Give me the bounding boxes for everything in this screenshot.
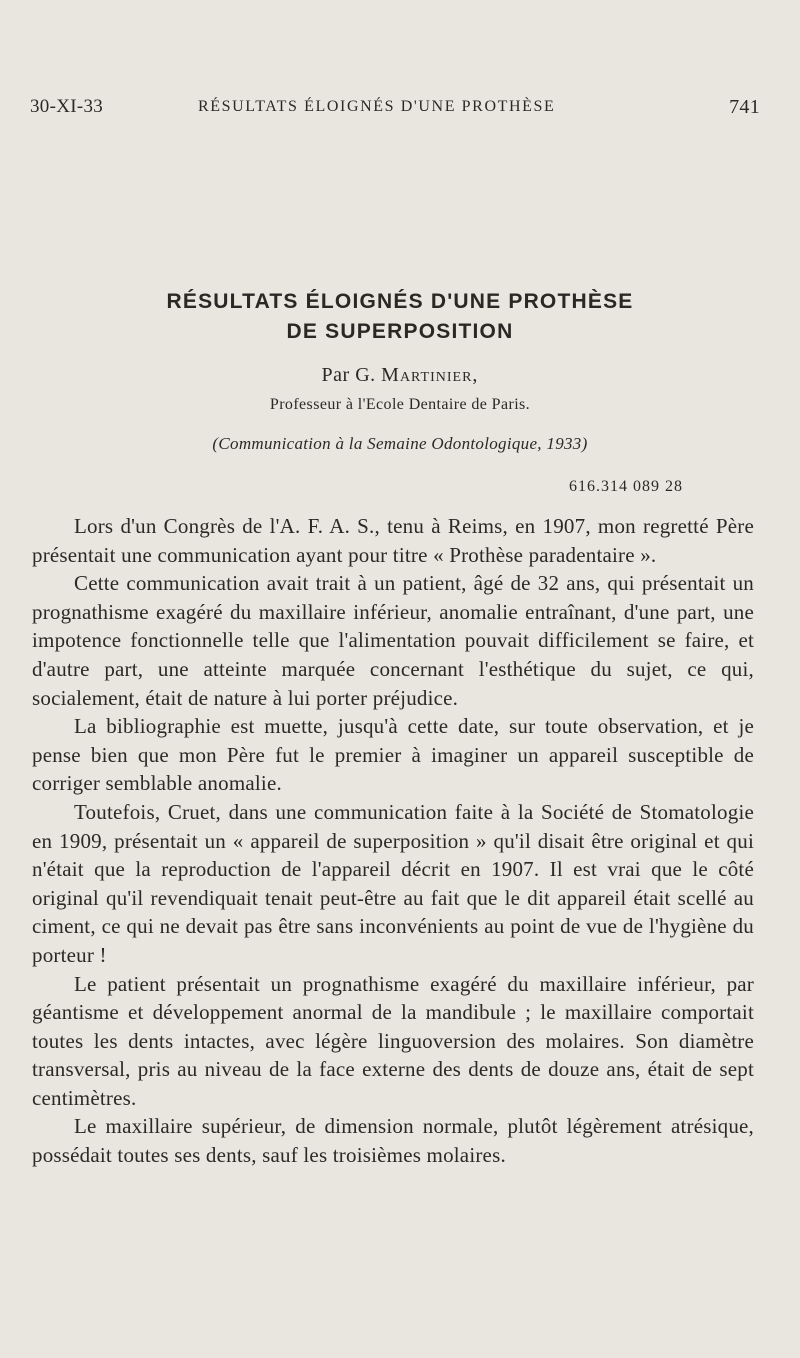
paragraph: Lors d'un Congrès de l'A. F. A. S., tenu à Reims, en 1907, mon regretté Père présentait une communication ayant pour titre « Prothèse paradentaire ». <box>32 514 754 567</box>
author-prefix: Par G. <box>321 364 382 386</box>
author-line <box>0 364 800 387</box>
article-title-line-1: RÉSULTATS ÉLOIGNÉS D'UNE PROTHÈSE <box>166 290 634 313</box>
paragraph: Le maxillaire supérieur, de dimension normale, plutôt légèrement atrésique, possédait toutes ses dents, sauf les troisièmes molaires. <box>32 1114 754 1168</box>
communication-note: (Communication à la Semaine Odontologique, 1933) <box>212 434 588 453</box>
article-body <box>32 512 754 1170</box>
author-affiliation: Professeur à l'Ecole Dentaire de Paris. <box>269 396 531 413</box>
paragraph: Le patient présentait un prognathisme exagéré du maxillaire inférieur, par géantisme et développement anormal de la mandibule ; le maxillaire comportait toutes les dents intactes, avec légère linguoversion des molaires. Son diamètre transversal, pris au niveau de la face externe des dents de douze ans, était de sept centimètres. <box>32 971 754 1110</box>
classification-code: 616.314 089 28 <box>569 478 683 495</box>
article-title-line-2: DE SUPERPOSITION <box>286 320 514 343</box>
author-name: Martinier, <box>381 364 479 386</box>
page-number: 741 <box>729 96 760 118</box>
running-head <box>30 96 760 126</box>
running-head-date: 30-XI-33 <box>30 96 104 117</box>
paragraph: Toutefois, Cruet, dans une communication faite à la Société de Stomatologie en 1909, présentait un « appareil de superposition » qu'il disait être original et qui n'était que la reproduction de l'appareil décrit en 1907. Il est vrai que le côté original qu'il revendiquait tenait peut-être au fait que le dit appareil était scellé au ciment, ce qui ne devait pas être sans inconvénients au point de vue de l'hygiène du porteur ! <box>32 799 754 967</box>
running-head-title: RÉSULTATS ÉLOIGNÉS D'UNE PROTHÈSE <box>198 98 556 115</box>
paragraph: Cette communication avait trait à un patient, âgé de 32 ans, qui présentait un prognathisme exagéré du maxillaire inférieur, anomalie entraînant, d'une part, une impotence fonctionnelle telle que l'alimentation pouvait difficilement se faire, et d'autre part, une atteinte marquée concernant l'esthétique du sujet, ce qui, socialement, était de nature à lui porter préjudice. <box>32 571 754 710</box>
paragraph: La bibliographie est muette, jusqu'à cette date, sur toute observation, et je pense bien que mon Père fut le premier à imaginer un appareil susceptible de corriger semblable anomalie. <box>32 714 754 796</box>
